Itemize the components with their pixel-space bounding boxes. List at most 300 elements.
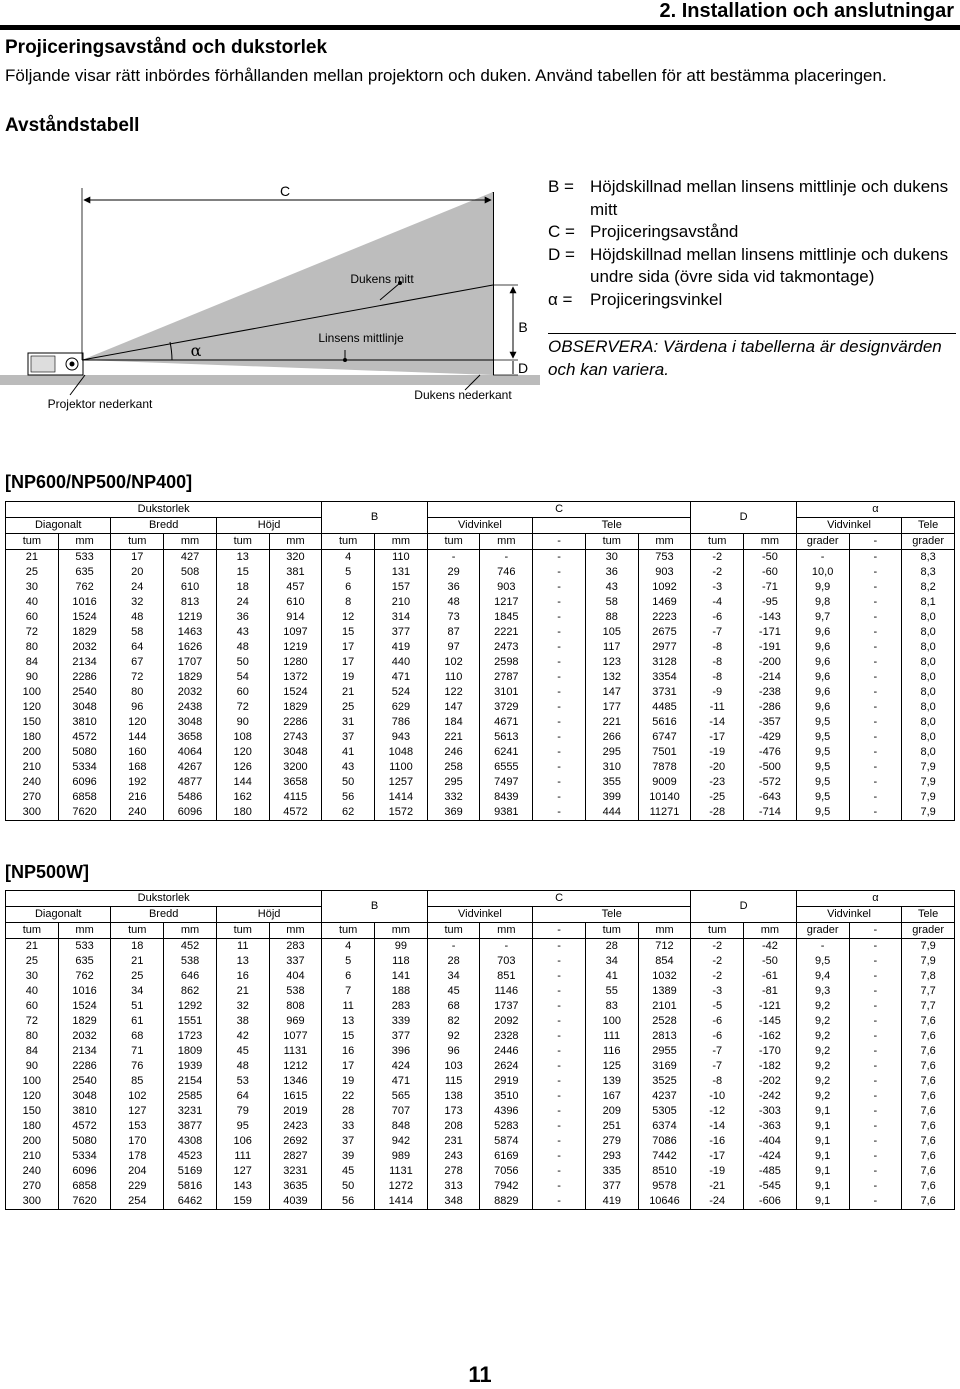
table-cell: 381: [269, 565, 322, 580]
table-cell: 2446: [480, 1044, 533, 1059]
table-cell: 851: [480, 969, 533, 984]
table-cell: 339: [375, 1014, 428, 1029]
table-cell: 7,6: [902, 1179, 955, 1194]
table-cell: 7,6: [902, 1089, 955, 1104]
table-cell: -12: [691, 1104, 744, 1119]
table-cell: 9,5: [796, 790, 849, 805]
table-cell: 7501: [638, 745, 691, 760]
unit-cell: grader: [796, 923, 849, 939]
table-cell: 4: [322, 939, 375, 955]
table-cell: 39: [322, 1149, 375, 1164]
table-cell: 7620: [58, 1194, 111, 1210]
table-cell: 4572: [58, 1119, 111, 1134]
table-cell: 1551: [164, 1014, 217, 1029]
table-row: [6, 999, 955, 1014]
table-cell: 99: [375, 939, 428, 955]
table-cell: 8439: [480, 790, 533, 805]
table-cell: 83: [585, 999, 638, 1014]
unit-cell: mm: [269, 534, 322, 550]
table-cell: -3: [691, 984, 744, 999]
table-cell: -: [533, 700, 586, 715]
table-row: [6, 730, 955, 745]
table-cell: 3635: [269, 1179, 322, 1194]
table-cell: 127: [216, 1164, 269, 1179]
table-row: [6, 715, 955, 730]
table-cell: 7,9: [902, 939, 955, 955]
table-cell: 180: [216, 805, 269, 821]
table-cell: 150: [6, 715, 59, 730]
table-cell: 1077: [269, 1029, 322, 1044]
table-cell: 7,6: [902, 1029, 955, 1044]
table-cell: -60: [744, 565, 797, 580]
legend-key: D =: [548, 244, 575, 264]
table-cell: 21: [322, 685, 375, 700]
table-cell: 178: [111, 1149, 164, 1164]
table-cell: -: [533, 640, 586, 655]
table-cell: -8: [691, 640, 744, 655]
unit-cell: tum: [691, 534, 744, 550]
table-cell: 1217: [480, 595, 533, 610]
table-cell: 538: [164, 954, 217, 969]
table-cell: -2: [691, 550, 744, 566]
table-cell: -: [533, 1044, 586, 1059]
table-cell: 2423: [269, 1119, 322, 1134]
table-cell: -: [849, 984, 902, 999]
table-cell: 2813: [638, 1029, 691, 1044]
table-cell: 4671: [480, 715, 533, 730]
col-c-vidvinkel: Vidvinkel: [427, 907, 532, 923]
table-cell: 21: [6, 939, 59, 955]
table-cell: 105: [585, 625, 638, 640]
legend-row: [548, 176, 958, 221]
table-cell: 2692: [269, 1134, 322, 1149]
table-cell: 377: [375, 1029, 428, 1044]
table-cell: 24: [216, 595, 269, 610]
table-cell: 17: [322, 1059, 375, 1074]
table-cell: 34: [427, 969, 480, 984]
table-cell: 115: [427, 1074, 480, 1089]
table-cell: 6241: [480, 745, 533, 760]
table-cell: 15: [322, 625, 375, 640]
table-cell: 348: [427, 1194, 480, 1210]
header-row-1: [6, 891, 955, 907]
table-cell: -: [849, 939, 902, 955]
table-row: [6, 685, 955, 700]
label-alpha: α: [190, 341, 202, 360]
table-cell: 270: [6, 790, 59, 805]
table-cell: 50: [216, 655, 269, 670]
table-cell: -363: [744, 1119, 797, 1134]
table-cell: -: [849, 969, 902, 984]
table-cell: 40: [6, 984, 59, 999]
projector-icon: [28, 353, 83, 375]
table-cell: 538: [269, 984, 322, 999]
table-cell: 72: [6, 1014, 59, 1029]
table-cell: -171: [744, 625, 797, 640]
table-cell: 444: [585, 805, 638, 821]
table-cell: 10,0: [796, 565, 849, 580]
table-cell: 8,0: [902, 670, 955, 685]
table-cell: 9,2: [796, 999, 849, 1014]
table-cell: 2101: [638, 999, 691, 1014]
table-cell: 703: [480, 954, 533, 969]
table-cell: -: [533, 939, 586, 955]
table-cell: 8510: [638, 1164, 691, 1179]
table-cell: -170: [744, 1044, 797, 1059]
table-row: [6, 969, 955, 984]
table-cell: 110: [375, 550, 428, 566]
table-cell: -: [849, 685, 902, 700]
table-cell: -182: [744, 1059, 797, 1074]
table-cell: -202: [744, 1074, 797, 1089]
table-cell: 254: [111, 1194, 164, 1210]
table-cell: 278: [427, 1164, 480, 1179]
table-cell: 25: [111, 969, 164, 984]
intro-text: Följande visar rätt inbördes förhållanden mellan projektorn och duken. Använd tabellen för att bestämma placeringen.: [5, 66, 887, 85]
table-cell: -95: [744, 595, 797, 610]
table-cell: 34: [111, 984, 164, 999]
unit-cell: tum: [216, 534, 269, 550]
table-cell: 6169: [480, 1149, 533, 1164]
table-cell: 177: [585, 700, 638, 715]
table-cell: 106: [216, 1134, 269, 1149]
table-cell: 7,6: [902, 1014, 955, 1029]
table-cell: 313: [427, 1179, 480, 1194]
table-cell: 8,3: [902, 565, 955, 580]
table-cell: 786: [375, 715, 428, 730]
table-cell: 295: [427, 775, 480, 790]
table-cell: 240: [6, 775, 59, 790]
table-cell: -3: [691, 580, 744, 595]
table-cell: 9009: [638, 775, 691, 790]
table-cell: -: [533, 1014, 586, 1029]
table-cell: -10: [691, 1089, 744, 1104]
table-cell: 7086: [638, 1134, 691, 1149]
col-d: D: [691, 891, 796, 923]
legend-row: [548, 289, 958, 312]
col-alpha-vidvinkel: Vidvinkel: [796, 518, 901, 534]
table-cell: 200: [6, 1134, 59, 1149]
table-cell: 533: [58, 550, 111, 566]
unit-cell: -: [533, 534, 586, 550]
table-cell: 8,0: [902, 625, 955, 640]
unit-cell: grader: [902, 923, 955, 939]
table-cell: 1048: [375, 745, 428, 760]
table-cell: 2134: [58, 655, 111, 670]
table-cell: 50: [322, 775, 375, 790]
table-cell: 279: [585, 1134, 638, 1149]
table-cell: 399: [585, 790, 638, 805]
unit-cell: tum: [585, 923, 638, 939]
section-title: Projiceringsavstånd och dukstorlek: [5, 37, 328, 58]
table-cell: -572: [744, 775, 797, 790]
table-cell: 117: [585, 640, 638, 655]
table-cell: 90: [6, 670, 59, 685]
table-cell: 942: [375, 1134, 428, 1149]
table-cell: 36: [585, 565, 638, 580]
table-cell: 7,6: [902, 1119, 955, 1134]
table-cell: -: [849, 1044, 902, 1059]
table-cell: 7056: [480, 1164, 533, 1179]
table-cell: 184: [427, 715, 480, 730]
table-cell: 1572: [375, 805, 428, 821]
table-row: [6, 1149, 955, 1164]
table-cell: 1414: [375, 1194, 428, 1210]
table-cell: 127: [111, 1104, 164, 1119]
table-cell: 43: [322, 760, 375, 775]
table-cell: 6858: [58, 790, 111, 805]
table-cell: 9,6: [796, 685, 849, 700]
table-cell: 5874: [480, 1134, 533, 1149]
table-cell: -: [533, 984, 586, 999]
table-cell: 147: [585, 685, 638, 700]
table-cell: 2286: [58, 1059, 111, 1074]
table-cell: -: [533, 1179, 586, 1194]
table-cell: 2223: [638, 610, 691, 625]
table-cell: -5: [691, 999, 744, 1014]
table-cell: 337: [269, 954, 322, 969]
table-cell: 90: [216, 715, 269, 730]
table-cell: 20: [111, 565, 164, 580]
table-cell: -: [849, 625, 902, 640]
table-cell: 32: [216, 999, 269, 1014]
table-cell: -143: [744, 610, 797, 625]
col-diagonalt: Diagonalt: [6, 907, 111, 923]
table-cell: 13: [322, 1014, 375, 1029]
table-cell: 2032: [164, 685, 217, 700]
table-cell: 629: [375, 700, 428, 715]
table-cell: 3231: [164, 1104, 217, 1119]
table-cell: 22: [322, 1089, 375, 1104]
table-cell: 72: [216, 700, 269, 715]
table-cell: -191: [744, 640, 797, 655]
unit-cell: tum: [691, 923, 744, 939]
table-cell: 746: [480, 565, 533, 580]
table-cell: 56: [322, 790, 375, 805]
table-cell: -429: [744, 730, 797, 745]
table-cell: 84: [6, 1044, 59, 1059]
table-cell: 103: [427, 1059, 480, 1074]
legend-row: [548, 221, 958, 244]
table-cell: -: [849, 580, 902, 595]
table-cell: 216: [111, 790, 164, 805]
table-cell: 5816: [164, 1179, 217, 1194]
table-cell: 95: [216, 1119, 269, 1134]
table-row: [6, 1074, 955, 1089]
table-cell: -200: [744, 655, 797, 670]
table-cell: 424: [375, 1059, 428, 1074]
table-cell: -61: [744, 969, 797, 984]
table-cell: 240: [6, 1164, 59, 1179]
table-cell: 369: [427, 805, 480, 821]
table-cell: 43: [216, 625, 269, 640]
table-cell: 15: [322, 1029, 375, 1044]
table-cell: 2977: [638, 640, 691, 655]
table-row: [6, 595, 955, 610]
table-cell: 221: [427, 730, 480, 745]
unit-cell: tum: [585, 534, 638, 550]
table-cell: 1469: [638, 595, 691, 610]
unit-cell: grader: [796, 534, 849, 550]
table-cell: 147: [427, 700, 480, 715]
table-cell: 457: [269, 580, 322, 595]
table-cell: 854: [638, 954, 691, 969]
table-cell: 4267: [164, 760, 217, 775]
label-screen-center: Dukens mitt: [350, 272, 414, 286]
table-cell: -17: [691, 730, 744, 745]
legend-row: [548, 244, 958, 289]
table-cell: 90: [6, 1059, 59, 1074]
unit-cell: -: [849, 534, 902, 550]
legend: [548, 176, 958, 311]
table-cell: 1414: [375, 790, 428, 805]
table-cell: 2743: [269, 730, 322, 745]
table-cell: 377: [585, 1179, 638, 1194]
table-cell: -50: [744, 954, 797, 969]
table-cell: 2540: [58, 685, 111, 700]
table-cell: 2919: [480, 1074, 533, 1089]
col-bredd: Bredd: [111, 907, 216, 923]
table-cell: -: [849, 670, 902, 685]
table-cell: 8,0: [902, 700, 955, 715]
table-row: [6, 550, 955, 566]
table-cell: 9,2: [796, 1089, 849, 1104]
table-cell: 9,6: [796, 625, 849, 640]
table-cell: -: [849, 595, 902, 610]
table-cell: -242: [744, 1089, 797, 1104]
table-cell: 111: [216, 1149, 269, 1164]
table-cell: 2438: [164, 700, 217, 715]
table-cell: 3658: [164, 730, 217, 745]
table-cell: 5080: [58, 1134, 111, 1149]
table-cell: 2675: [638, 625, 691, 640]
table-row: [6, 760, 955, 775]
table-cell: 2585: [164, 1089, 217, 1104]
table-cell: 1524: [58, 610, 111, 625]
table-cell: 1707: [164, 655, 217, 670]
unit-cell: mm: [480, 534, 533, 550]
col-c-tele: Tele: [533, 518, 691, 534]
table-row: [6, 1014, 955, 1029]
table-cell: 1092: [638, 580, 691, 595]
table-cell: 30: [585, 550, 638, 566]
table-cell: -: [849, 1089, 902, 1104]
table-cell: -: [533, 1089, 586, 1104]
table-cell: 4: [322, 550, 375, 566]
table-cell: 1829: [164, 670, 217, 685]
unit-cell: mm: [164, 923, 217, 939]
table-cell: -2: [691, 954, 744, 969]
table-row: [6, 640, 955, 655]
table-cell: -643: [744, 790, 797, 805]
table-cell: -14: [691, 715, 744, 730]
table-cell: -: [849, 715, 902, 730]
table-cell: 524: [375, 685, 428, 700]
table-cell: 210: [6, 1149, 59, 1164]
table-cell: 8,0: [902, 730, 955, 745]
table-cell: 159: [216, 1194, 269, 1210]
distance-table-np600: [5, 501, 955, 821]
table-cell: 7497: [480, 775, 533, 790]
table-cell: 8,0: [902, 610, 955, 625]
table-cell: 1939: [164, 1059, 217, 1074]
table-row: [6, 655, 955, 670]
table-cell: 41: [585, 969, 638, 984]
table-cell: 1272: [375, 1179, 428, 1194]
table-cell: 610: [269, 595, 322, 610]
table-cell: 7,6: [902, 1134, 955, 1149]
table-cell: 9381: [480, 805, 533, 821]
col-dukstorlek: Dukstorlek: [6, 502, 322, 518]
legend-key: α =: [548, 289, 573, 309]
unit-cell: tum: [111, 534, 164, 550]
label-b: B: [518, 319, 528, 335]
table-cell: -: [533, 550, 586, 566]
table-cell: 396: [375, 1044, 428, 1059]
col-b: B: [322, 502, 427, 534]
table-cell: 9,5: [796, 805, 849, 821]
table-cell: -: [533, 805, 586, 821]
table-cell: 45: [427, 984, 480, 999]
table-cell: 712: [638, 939, 691, 955]
table-cell: 17: [322, 655, 375, 670]
table-cell: 6858: [58, 1179, 111, 1194]
table-cell: -: [533, 1194, 586, 1210]
table-cell: 209: [585, 1104, 638, 1119]
table-cell: -: [849, 1119, 902, 1134]
header-row-1: [6, 502, 955, 518]
table-cell: 9,1: [796, 1134, 849, 1149]
col-alpha-vidvinkel: Vidvinkel: [796, 907, 901, 923]
table-cell: -: [849, 790, 902, 805]
legend-text: Projiceringsavstånd: [590, 222, 739, 241]
table-cell: 62: [322, 805, 375, 821]
table-cell: 8: [322, 595, 375, 610]
table-cell: 9,2: [796, 1074, 849, 1089]
table-cell: -714: [744, 805, 797, 821]
table-cell: 3525: [638, 1074, 691, 1089]
table-cell: -: [480, 550, 533, 566]
col-alpha: α: [796, 891, 954, 907]
table-cell: 4308: [164, 1134, 217, 1149]
table-cell: -2: [691, 969, 744, 984]
table-cell: 813: [164, 595, 217, 610]
table-cell: 53: [216, 1074, 269, 1089]
table-cell: -: [533, 1149, 586, 1164]
table-cell: 258: [427, 760, 480, 775]
table-cell: 7,6: [902, 1044, 955, 1059]
table-cell: 9,7: [796, 610, 849, 625]
table-cell: 5334: [58, 760, 111, 775]
unit-cell: mm: [58, 923, 111, 939]
table-cell: 25: [322, 700, 375, 715]
table-cell: 7,8: [902, 969, 955, 984]
table-cell: 210: [375, 595, 428, 610]
table-cell: -162: [744, 1029, 797, 1044]
table-cell: 48: [216, 1059, 269, 1074]
col-bredd: Bredd: [111, 518, 216, 534]
table-cell: -: [849, 775, 902, 790]
table-cell: -: [849, 1029, 902, 1044]
units-row: [6, 923, 955, 939]
table-cell: 30: [6, 969, 59, 984]
table-cell: 332: [427, 790, 480, 805]
table-cell: 3169: [638, 1059, 691, 1074]
table-cell: -: [533, 625, 586, 640]
table-row: [6, 1089, 955, 1104]
table-cell: 9578: [638, 1179, 691, 1194]
unit-cell: grader: [902, 534, 955, 550]
